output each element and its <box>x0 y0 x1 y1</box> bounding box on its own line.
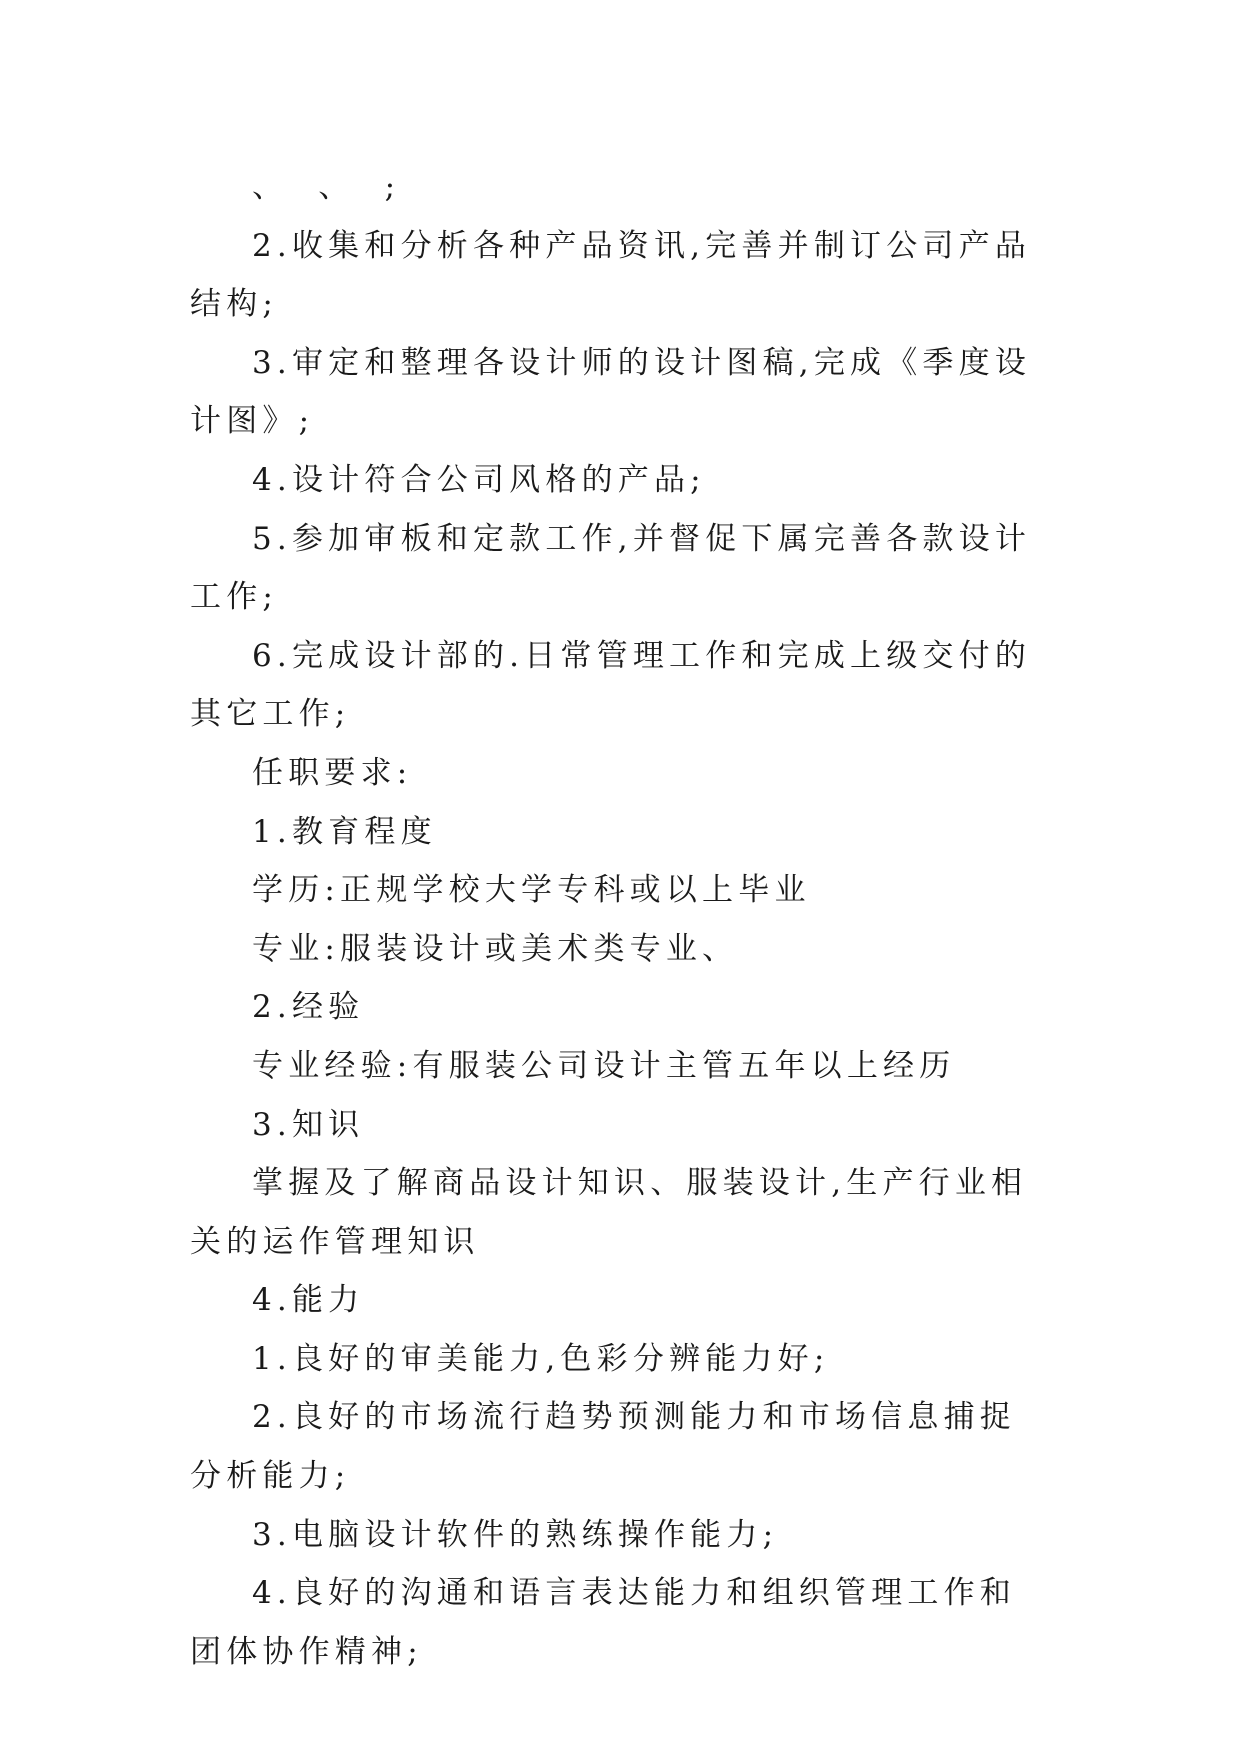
document-body <box>190 158 1050 1681</box>
knowledge-detail: 掌握及了解商品设计知识、服装设计,生产行业相关的运作管理知识 <box>190 1165 1028 1260</box>
experience-heading: 2.经验 <box>252 989 365 1026</box>
ability-item-2: 2.良好的市场流行趋势预测能力和市场信息捕捉分析能力; <box>190 1399 1016 1495</box>
education-heading: 1.教育程度 <box>252 813 437 850</box>
ability-item-4: 4.良好的沟通和语言表达能力和组织管理工作和团体协作精神; <box>190 1575 1016 1670</box>
education-degree: 学历:正规学校大学专科或以上毕业 <box>252 872 811 909</box>
duty-item-4: 4.设计符合公司风格的产品; <box>252 461 706 498</box>
duty-item-5: 5.参加审板和定款工作,并督促下属完善各款设计工作; <box>190 520 1032 616</box>
knowledge-heading: 3.知识 <box>252 1106 365 1143</box>
experience-detail: 专业经验:有服装公司设计主管五年以上经历 <box>252 1047 956 1084</box>
education-major: 专业:服装设计或美术类专业、 <box>252 930 739 967</box>
duty-item-6: 6.完成设计部的.日常管理工作和完成上级交付的其它工作; <box>190 637 1032 733</box>
ability-item-1: 1.良好的审美能力,色彩分辨能力好; <box>252 1340 830 1377</box>
duty-item-2: 2.收集和分析各种产品资讯,完善并制订公司产品结构; <box>190 227 1032 323</box>
ability-item-3: 3.电脑设计软件的熟练操作能力; <box>252 1516 779 1553</box>
requirements-heading: 任职要求: <box>252 754 413 791</box>
punctuation-line: 、 、 ; <box>252 169 401 205</box>
ability-heading: 4.能力 <box>252 1282 365 1319</box>
duty-item-3: 3.审定和整理各设计师的设计图稿,完成《季度设计图》; <box>190 344 1032 440</box>
